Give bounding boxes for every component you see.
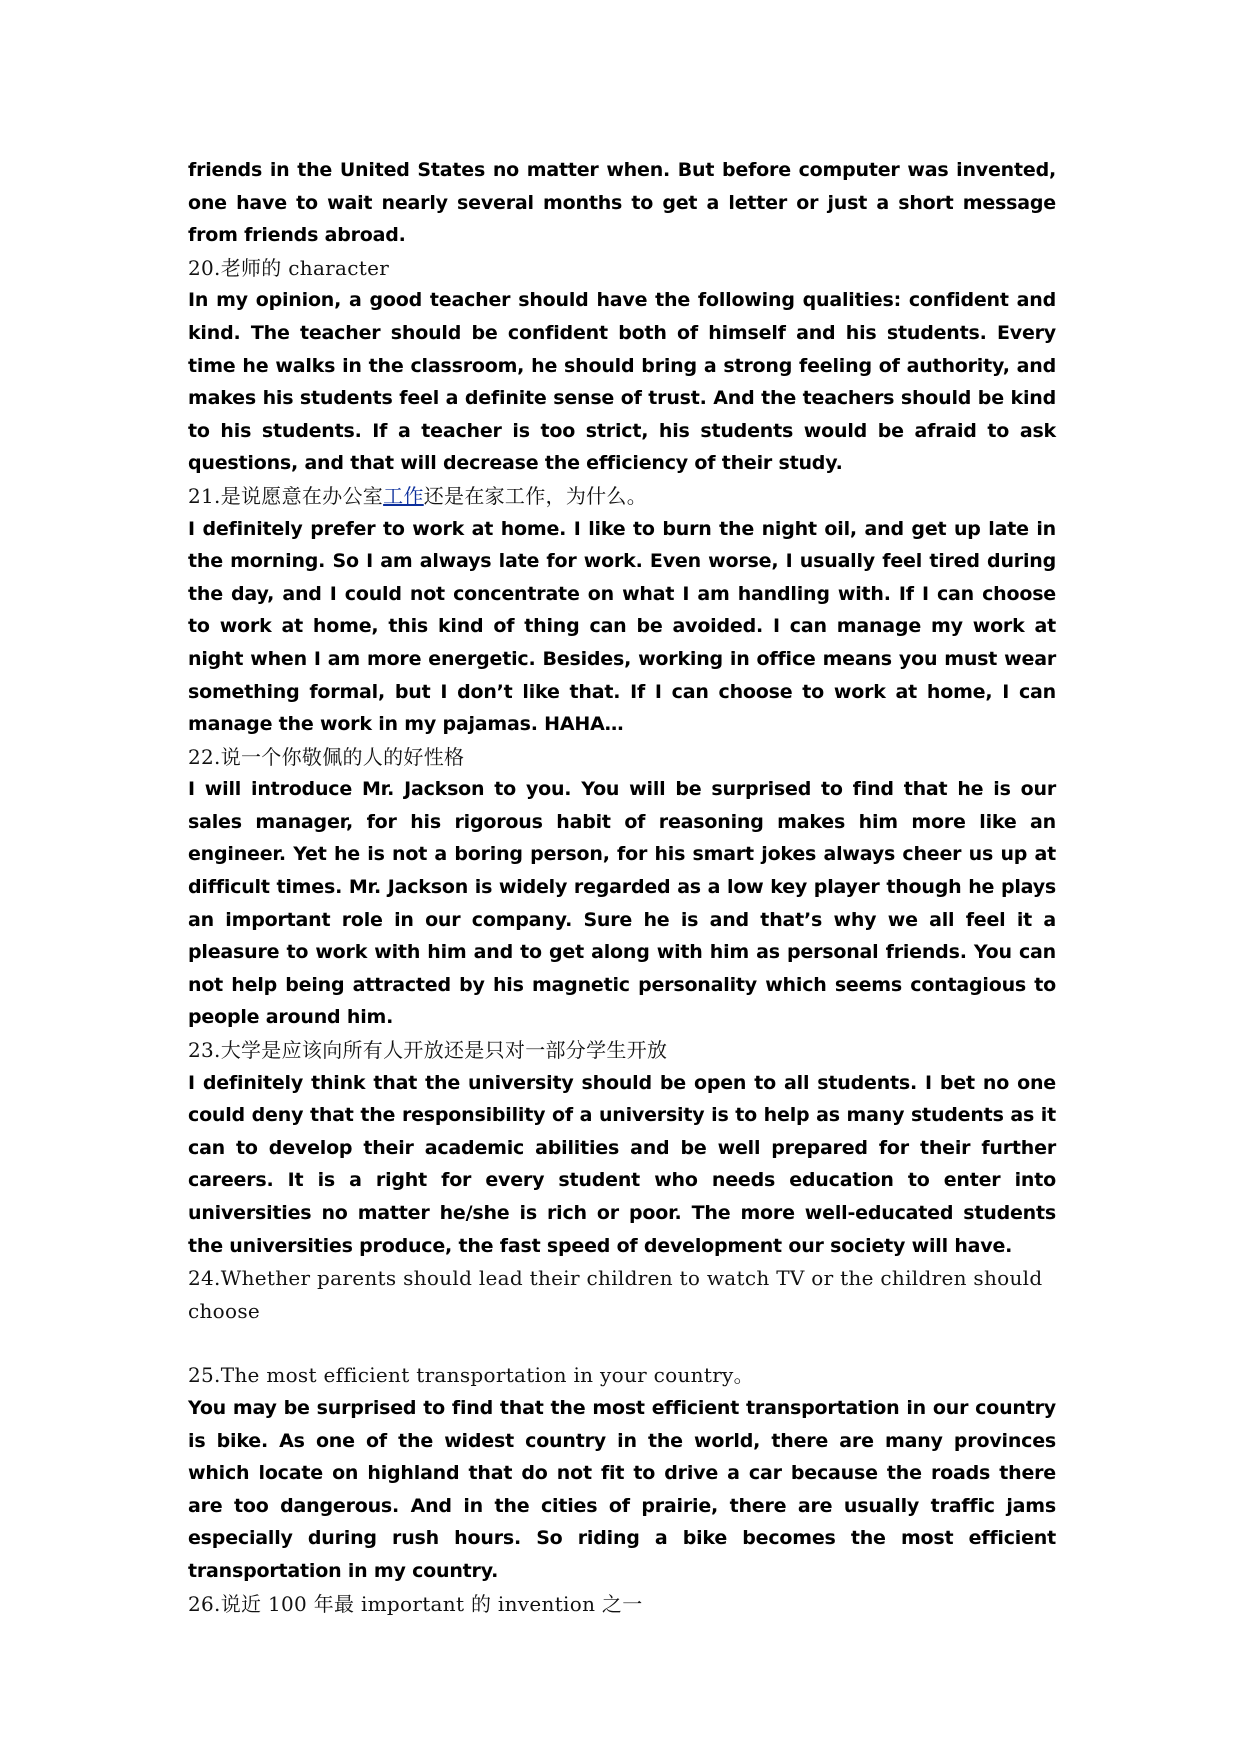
- work-link[interactable]: 工作: [383, 483, 424, 508]
- question-heading: 25.The most efficient transportation in your country。: [188, 1363, 754, 1388]
- blank-line: [188, 1327, 1056, 1359]
- answer-paragraph: I will introduce Mr. Jackson to you. You will be surprised to find that he is our sales manager, for his rigorous habit of reasoning makes him more like an engineer. Yet he is not a boring person, for his smart jokes always cheer us up at difficult times. Mr. Jackson is widely regarded as a low key player though he plays an important role in our company. Sure he is and that’s why we all feel it a pleasure to work with him and to get along with him as personal friends. You can not help being attracted by his magnetic personality which seems contagious to people around him.: [188, 778, 1056, 1029]
- question-heading: 26.说近 100 年最 important 的 invention 之一: [188, 1591, 643, 1616]
- answer-paragraph: friends in the United States no matter when. But before computer was invented, one have to wait nearly several months to get a letter or just a short message from friends abroad.: [188, 159, 1056, 247]
- question-heading: 23.大学是应该向所有人开放还是只对一部分学生开放: [188, 1038, 668, 1063]
- answer-paragraph: I definitely prefer to work at home. I like to burn the night oil, and get up late in the morning. So I am always late for work. Even worse, I usually feel tired during the day, and I could not concentrate on what I am handling with. If I can choose to work at home, this kind of thing can be avoided. I can manage my work at night when I am more energetic. Besides, working in office means you must wear something formal, but I don’t like that. If I can choose to work at home, I can manage the work in my pajamas. HAHA…: [188, 517, 1056, 736]
- question-text: 21.是说愿意在办公室: [188, 483, 384, 508]
- answer-paragraph: I definitely think that the university should be open to all students. I bet no one could deny that the responsibility of a university is to help as many students as it can to develop their academic abilities and be well prepared for their further careers. It is a right for every student who needs education to enter into universities no matter he/she is rich or poor. The more well-educated students the universities produce, the fast speed of development our society will have.: [188, 1071, 1056, 1257]
- question-heading: 20.老师的 character: [188, 255, 390, 280]
- question-heading: [188, 480, 1056, 513]
- question-text: 还是在家工作，为什么。: [423, 483, 648, 508]
- answer-paragraph: You may be surprised to find that the most efficient transportation in our country is bike. As one of the widest country in the world, there are many provinces which locate on highland that do not fit to drive a car because the roads there are too dangerous. And in the cities of prairie, there are usually traffic jams especially during rush hours. So riding a bike becomes the most efficient transportation in my country.: [188, 1396, 1056, 1582]
- question-heading: 22.说一个你敬佩的人的好性格: [188, 744, 465, 769]
- question-heading: 24.Whether parents should lead their children to watch TV or the children should choose: [188, 1266, 1043, 1323]
- answer-paragraph: In my opinion, a good teacher should have the following qualities: confident and kind. The teacher should be confident both of himself and his students. Every time he walks in the classroom, he should bring a strong feeling of authority, and makes his students feel a definite sense of trust. And the teachers should be kind to his students. If a teacher is too strict, his students would be afraid to ask questions, and that will decrease the efficiency of their study.: [188, 289, 1056, 475]
- document-body: [188, 154, 1056, 1620]
